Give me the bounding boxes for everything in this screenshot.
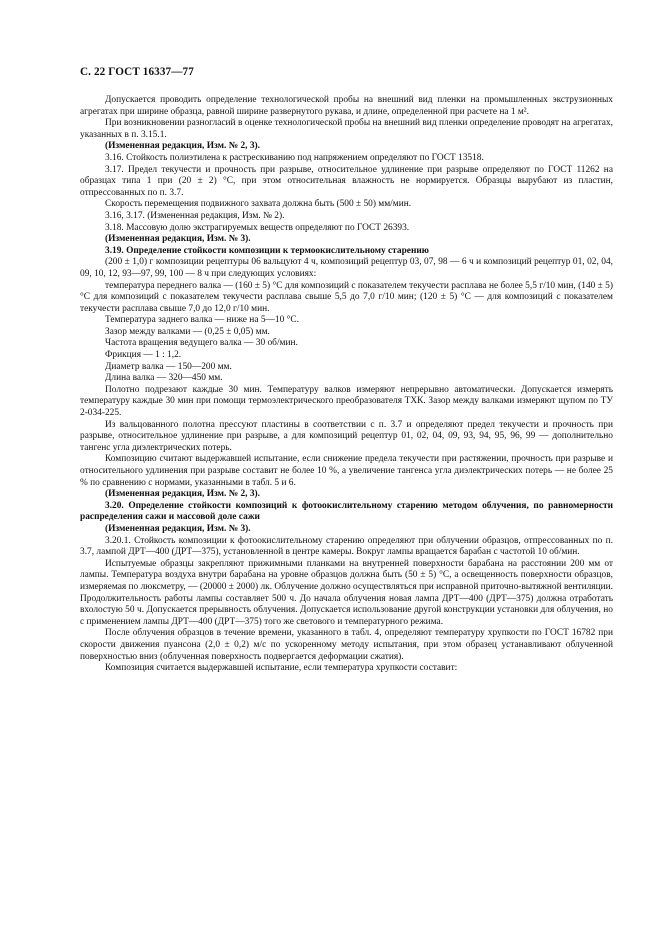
paragraph: Зазор между валками — (0,25 ± 0,05) мм.	[105, 326, 270, 337]
bold-paragraph: (Измененная редакция, Изм. № 2, 3).	[105, 141, 261, 152]
paragraph: Частота вращения ведущего валка — 30 об/мин.	[105, 338, 298, 349]
paragraph: 3.16. Стойкость полиэтилена к растрескиванию под напряжением определяют по ГОСТ 13518.	[105, 152, 484, 163]
paragraph: 3.18. Массовую долю экстрагируемых веществ определяют по ГОСТ 26393.	[105, 222, 410, 233]
paragraph: Из вальцованного полотна прессуют пластины в соответствии с п. 3.7 и определяют предел текучести и прочность при разрыве, относительное удлинение при разрыве, а для композиций рецептур 01, 02, 04, 09, 93, 94, 95, 96, 99 — дополнительно тангенс угла диэлектрических потерь.	[80, 419, 613, 453]
bold-paragraph: (Измененная редакция, Изм. № 3).	[105, 523, 251, 534]
paragraph: температура переднего валка — (160 ± 5) °С для композиций с показателем текучести расплава не более 5,5 г/10 мин, (140 ± 5) °С для композиций с показателем текучести расплава свыше 5,5 до 7,0 г/10 мин; (120 ± 5) °С — для композиций с показателем текучести расплава свыше 7,0 до 12,0 г/10 мин.	[80, 280, 613, 314]
paragraph: 3.16, 3.17. (Измененная редакция, Изм. № 2).	[105, 210, 285, 221]
paragraph: Полотно подрезают каждые 30 мин. Температуру валков измеряют непрерывно автоматически. Допускается измерять температуру каждые 30 мин при помощи термоэлектрического преобразователя ТХК. Зазор между валками измеряют щупом по ТУ 2-034-225.	[80, 384, 613, 419]
bold-paragraph: 3.19. Определение стойкости композиции к термоокислительному старению	[105, 245, 429, 256]
paragraph: При возникновении разногласий в оценке технологической пробы на внешний вид пленки определение проводят на агрегатах, указанных в п. 3.15.1.	[80, 118, 613, 140]
paragraph: После облучения образцов в течение времени, указанного в табл. 4, определяют температуру хрупкости по ГОСТ 16782 при скорости движения пуансона (2,0 ± 0,2) м/с по ускоренному методу испытания, при этом образец устанавливают облученной поверхностью вниз (облученная поверхность подвергается деформации сжатия).	[80, 628, 613, 662]
paragraph: Фрикция — 1 : 1,2.	[105, 350, 182, 361]
paragraph: Длина валка — 320—450 мм.	[105, 373, 223, 384]
paragraph: Температура заднего валка — ниже на 5—10 °С.	[105, 315, 299, 326]
paragraph: 3.20.1. Стойкость композиции к фотоокислительному старению определяют при облучении образцов, отпрессованных по п. 3.7, лампой ДРТ—400 (ДРТ—375), установленной в центре камеры. Вокруг лампы вращается барабан с частотой 10 об/мин.	[80, 535, 613, 558]
paragraph: Композицию считают выдержавшей испытание, если снижение предела текучести при растяжении, прочность при разрыве и относительного удлинения при разрыве составит не более 10 %, а увеличение тангенса угла диэлектрических потерь — не более 25 % по сравнению с нормами, указанными в табл. 5 и 6.	[80, 454, 613, 488]
document-body	[80, 95, 613, 675]
paragraph: Допускается проводить определение технологической пробы на внешний вид пленки на промышленных экструзионных агрегатах при ширине образца, равной ширине развернутого рукава, и длине, определенной при расчете на 1 м².	[80, 95, 613, 117]
bold-paragraph: 3.20. Определение стойкости композиций к фотоокислительному старению методом облучения, по равномерности распределения сажи и массовой доле сажи	[80, 500, 613, 523]
bold-paragraph: (Измененная редакция, Изм. № 3).	[105, 234, 251, 245]
paragraph: Испытуемые образцы закрепляют прижимными планками на внутренней поверхности барабана на расстоянии 200 мм от лампы. Температура воздуха внутри барабана на уровне образцов должна быть (50 ± 5) °С, а освещенность поверхности образцов, измеряемая по люксметру, — (20000 ± 2000) лк. Облучение должно осуществляться при исправной приточно-вытяжной вентиляции. Продолжительность работы лампы составляет 500 ч. До начала облучения новая лампа ДРТ—400 (ДРТ—375) должна отработать вхолостую 50 ч. Допускается прерывность облучения. Допускается использование другой конструкции установки для облучения, но с применением лампы ДРТ—400 (ДРТ—375) того же светового и температурного режима.	[80, 558, 613, 627]
paragraph: Композиция считается выдержавшей испытание, если температура хрупкости составит:	[105, 663, 458, 674]
paragraph: Диаметр валка — 150—200 мм.	[105, 361, 232, 372]
page-header: С. 22 ГОСТ 16337—77	[80, 66, 194, 78]
paragraph: 3.17. Предел текучести и прочность при разрыве, относительное удлинение при разрыве определяют по ГОСТ 11262 на образцах типа 1 при (20 ± 2) °С, при этом относительная влажность не нормируется. Образцы вырубают из пластин, отпрессованных по п. 3.7.	[80, 164, 613, 198]
bold-paragraph: (Измененная редакция, Изм. № 2, 3).	[105, 489, 261, 500]
paragraph: Скорость перемещения подвижного захвата должна быть (500 ± 50) мм/мин.	[105, 199, 412, 210]
paragraph: (200 ± 1,0) г композиции рецептуры 06 вальцуют 4 ч, композиций рецептур 03, 07, 98 — 6 ч и композиций рецептур 01, 02, 04, 09, 10, 12, 93—97, 99, 100 — 8 ч при следующих условиях:	[80, 257, 613, 279]
